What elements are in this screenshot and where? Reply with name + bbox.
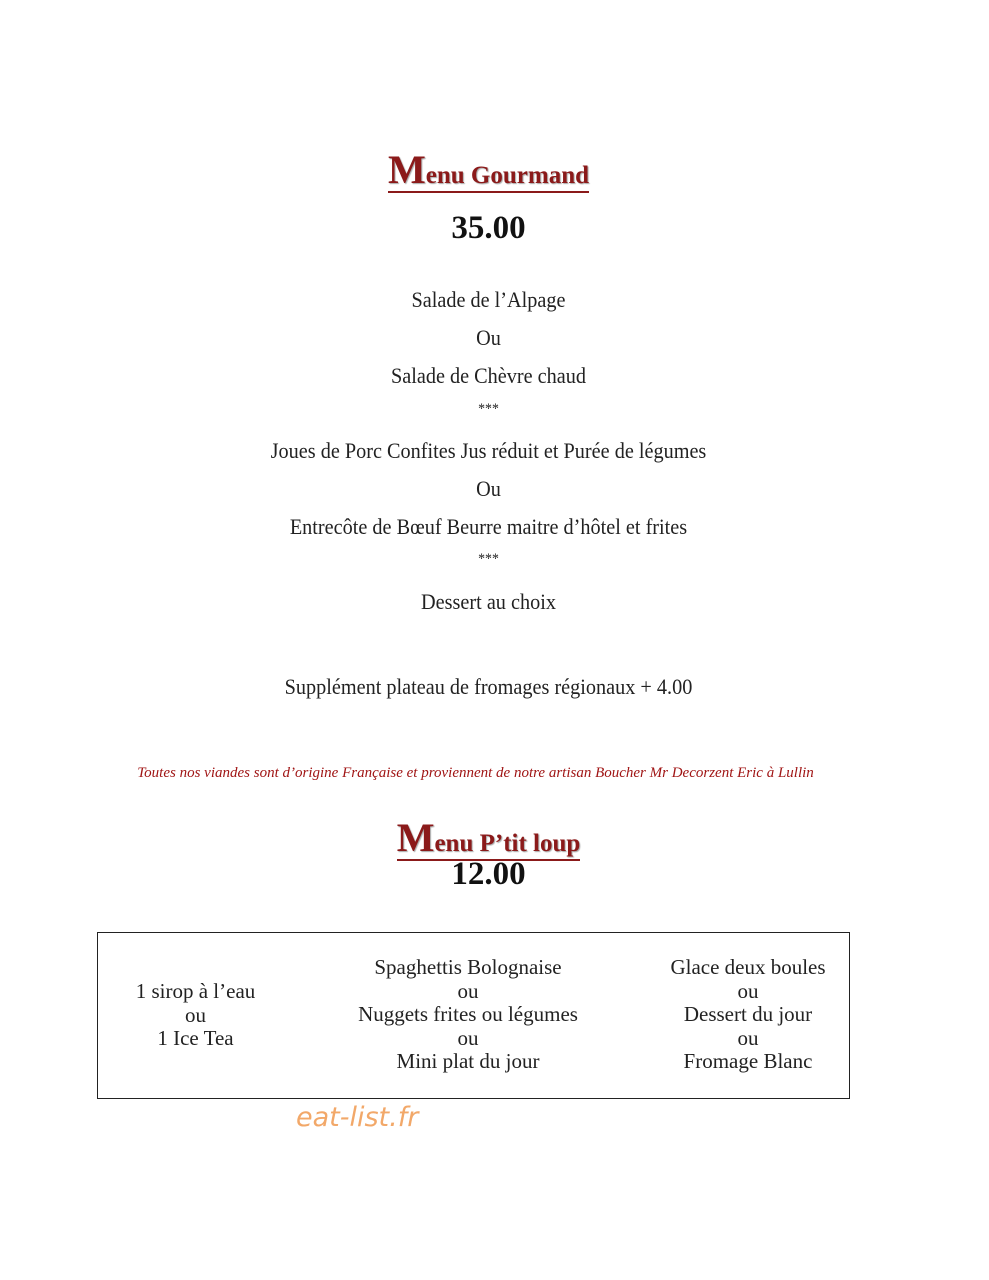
menu-separator: *** bbox=[478, 551, 499, 567]
column-line: ou bbox=[737, 978, 759, 1003]
title-text: enu Gourmand bbox=[425, 162, 589, 189]
title-initial: M bbox=[396, 815, 435, 860]
menu-ptit-loup-price: 12.00 bbox=[451, 856, 526, 892]
column-line: Nuggets frites ou légumes bbox=[358, 1002, 578, 1026]
menu-ptit-loup-title bbox=[0, 815, 977, 861]
watermark-text: eat-list.fr bbox=[296, 1102, 419, 1133]
column-line: ou bbox=[457, 1025, 479, 1050]
column-line: ou bbox=[457, 978, 479, 1003]
column-line: Spaghettis Bolognaise bbox=[374, 955, 562, 979]
menu-line: Joues de Porc Confites Jus réduit et Purée de légumes bbox=[270, 438, 707, 463]
column-line: Glace deux boules bbox=[670, 955, 826, 979]
title-text: enu P’tit loup bbox=[434, 830, 581, 857]
supplement-line: Supplément plateau de fromages régionaux + 4.00 bbox=[284, 674, 693, 699]
kids-menu-box bbox=[97, 932, 850, 1099]
mains-column bbox=[328, 956, 608, 1074]
column-line: Dessert du jour bbox=[683, 1002, 813, 1026]
column-line: 1 Ice Tea bbox=[157, 1026, 234, 1050]
column-line: Mini plat du jour bbox=[396, 1049, 540, 1073]
column-line: ou bbox=[185, 1002, 206, 1027]
column-line: Fromage Blanc bbox=[683, 1049, 813, 1073]
drinks-column bbox=[108, 980, 283, 1051]
menu-gourmand-price: 35.00 bbox=[451, 210, 526, 246]
menu-line: Entrecôte de Bœuf Beurre maitre d’hôtel et frites bbox=[289, 514, 688, 539]
column-line: 1 sirop à l’eau bbox=[135, 979, 256, 1003]
menu-line: Dessert au choix bbox=[421, 589, 556, 614]
menu-gourmand-title bbox=[0, 147, 977, 193]
menu-line: Salade de Chèvre chaud bbox=[390, 363, 587, 388]
column-line: ou bbox=[737, 1025, 759, 1050]
title-initial: M bbox=[388, 147, 426, 192]
meat-origin-note: Toutes nos viandes sont d’origine Française et proviennent de notre artisan Boucher Mr Decorzent Eric à Lullin bbox=[137, 765, 814, 781]
menu-line: Salade de l’Alpage bbox=[411, 287, 566, 312]
menu-line: Ou bbox=[476, 476, 501, 501]
desserts-column bbox=[638, 956, 858, 1074]
menu-line: Ou bbox=[476, 325, 501, 350]
menu-separator: *** bbox=[478, 401, 499, 417]
